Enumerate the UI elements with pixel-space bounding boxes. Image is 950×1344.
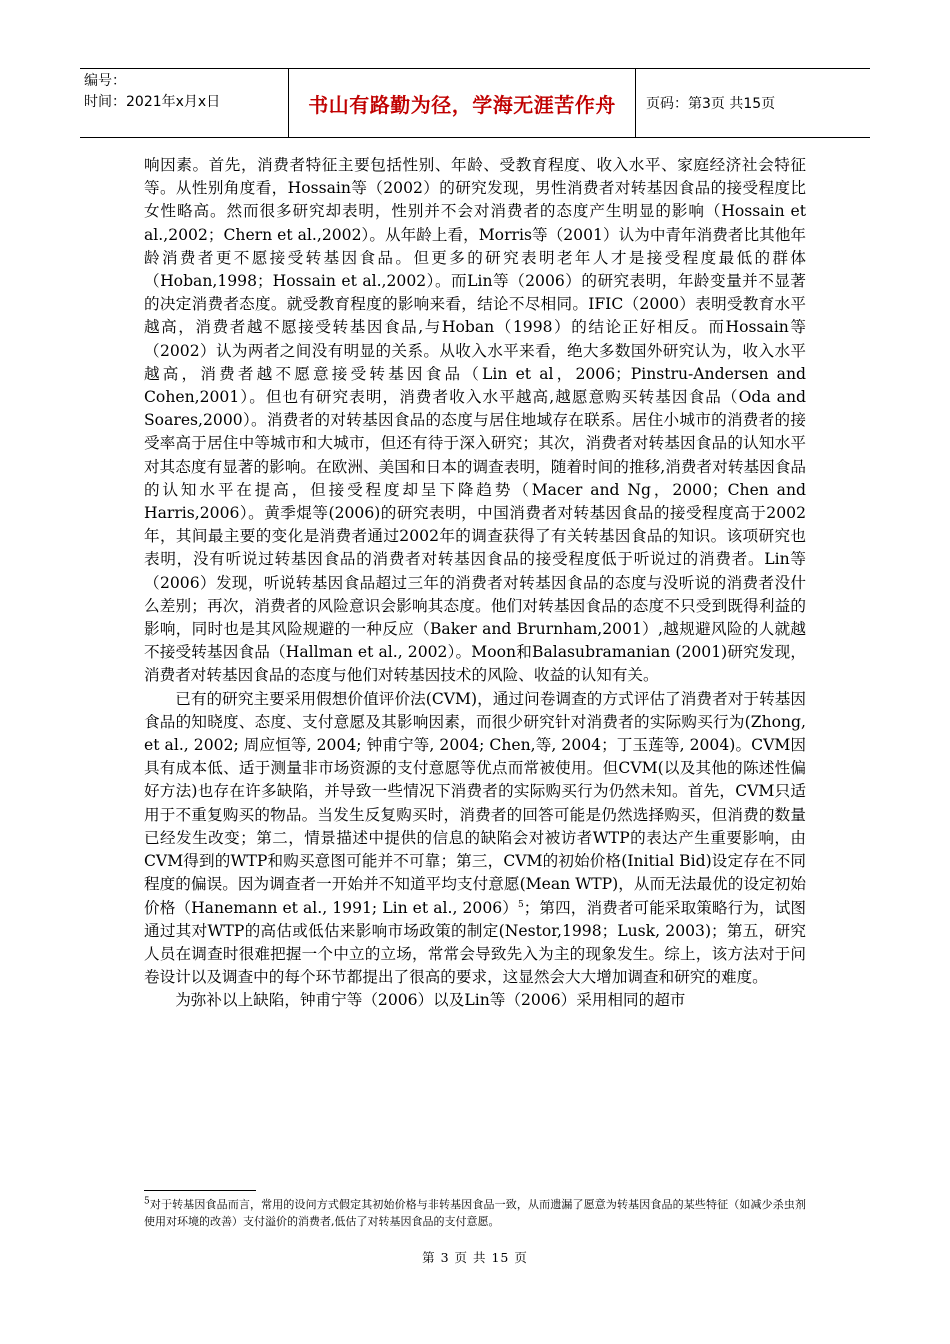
body-paragraph-text: 已有的研究主要采用假想价值评价法(CVM)，通过问卷调查的方式评估了消费者对于转基因食品的知晓度、态度、支付意愿及其影响因素，而很少研究针对消费者的实际购买行为(Zhong, et al., 2002; 周应恒等, 2004; 钟甫宁等, 2004; Chen,等, 2004；丁玉莲等, 2004)。CVM因具有成本低、适于测量非市场资源的支付意愿等优点而常被使用。但CVM(以及其他的陈述性偏好方法)也存在许多缺陷，并导致一些情况下消费者的实际购买行为仍然未知。首先，CVM只适用于不重复购买的物品。当发生反复购买时，消费者的回答可能是仍然选择购买，但消费的数量已经发生改变；第二，情景描述中提供的信息的缺陷会对被访者WTP的表达产生重要影响，由CVM得到的WTP和购买意图可能并不可靠；第三，CVM的初始价格(Initial Bid)设定存在不同程度的偏误。因为调查者一开始并不知道平均支付意愿(Mean WTP)，从而无法最优的设定初始价格（Hanemann et al., 1991; Lin et al., 2006） xyxy=(144,689,806,917)
footnote-divider xyxy=(144,1190,256,1191)
footnote-mark: 5 xyxy=(144,1196,150,1207)
document-date-label: 时间：2021年x月x日 xyxy=(84,94,221,110)
body-paragraph: 响因素。首先，消费者特征主要包括性别、年龄、受教育程度、收入水平、家庭经济社会特征等。从性别角度看，Hossain等（2002）的研究发现，男性消费者对转基因食品的接受程度比女性略高。然而很多研究却表明，性别并不会对消费者的态度产生明显的影响（Hossain et al.,2002；Chern et al.,2002）。从年龄上看，Morris等（2001）认为中青年消费者比其他年龄消费者更不愿接受转基因食品。但更多的研究表明老年人才是接受程度最低的群体（Hoban,1998；Hossain et al.,2002）。而Lin等（2006）的研究表明，年龄变量并不显著的决定消费者态度。就受教育程度的影响来看，结论不尽相同。IFIC（2000）表明受教育水平越高，消费者越不愿接受转基因食品,与Hoban（1998）的结论正好相反。而Hossain等（2002）认为两者之间没有明显的关系。从收入水平来看，绝大多数国外研究认为，收入水平越高，消费者越不愿意接受转基因食品（Lin et al，2006；Pinstru-Andersen and Cohen,2001）。但也有研究表明，消费者收入水平越高,越愿意购买转基因食品（Oda and Soares,2000）。消费者的对转基因食品的态度与居住地域存在联系。居住小城市的消费者的接受率高于居住中等城市和大城市，但还有待于深入研究；其次，消费者对转基因食品的认知水平对其态度有显著的影响。在欧洲、美国和日本的调查表明，随着时间的推移,消费者对转基因食品的认知水平在提高，但接受程度却呈下降趋势（Macer and Ng，2000；Chen and Harris,2006）。黄季焜等(2006)的研究表明，中国消费者对转基因食品的接受程度高于2002年，其间最主要的变化是消费者通过2002年的调查获得了有关转基因食品的知识。该项研究也表明，没有听说过转基因食品的消费者对转基因食品的接受程度低于听说过的消费者。Lin等（2006）发现，听说转基因食品超过三年的消费者对转基因食品的态度与没听说的消费者没什么差别；再次，消费者的风险意识会影响其态度。他们对转基因食品的态度不只受到既得利益的影响，同时也是其风险规避的一种反应（Baker and Brurnham,2001）,越规避风险的人就越不接受转基因食品（Hallman et al., 2002）。Moon和Balasubramanian (2001)研究发现，消费者对转基因食品的态度与他们对转基因技术的风险、收益的认知有关。 xyxy=(144,156,806,685)
document-body xyxy=(144,154,806,1013)
body-paragraph: 为弥补以上缺陷，钟甫宁等（2006）以及Lin等（2006）采用相同的超市 xyxy=(175,991,686,1010)
header-motto: 书山有路勤为径，学海无涯苦作舟 xyxy=(289,69,636,137)
document-number-label: 编号： xyxy=(84,73,126,89)
body-paragraph-text: ；第四，消费者可能采取策略行为，试图通过其对WTP的高估或低估来影响市场政策的制定(Nestor,1998；Lusk, 2003)；第五，研究人员在调查时很难把握一个中立的立场，常常会导致先入为主的现象发生。综上，该方法对于问卷设计以及调查中的每个环节都提出了很高的要求，这显然会大大增加调查和研究的难度。 xyxy=(144,898,806,987)
footnote-reference: 5 xyxy=(517,899,524,910)
footnote-text: 对于转基因食品而言，常用的设问方式假定其初始价格与非转基因食品一致，从而遗漏了愿意为转基因食品的某些特征（如减少杀虫剂使用对环境的改善）支付溢价的消费者,低估了对转基因食品的支付意愿。 xyxy=(144,1198,806,1228)
page-header xyxy=(80,68,870,138)
page-footer: 第 3 页 共 15 页 xyxy=(422,1250,528,1265)
footnote xyxy=(144,1196,806,1230)
body-paragraph xyxy=(144,688,806,990)
header-page-label: 页码：第3页 共15页 xyxy=(646,96,776,112)
header-meta xyxy=(80,69,289,137)
